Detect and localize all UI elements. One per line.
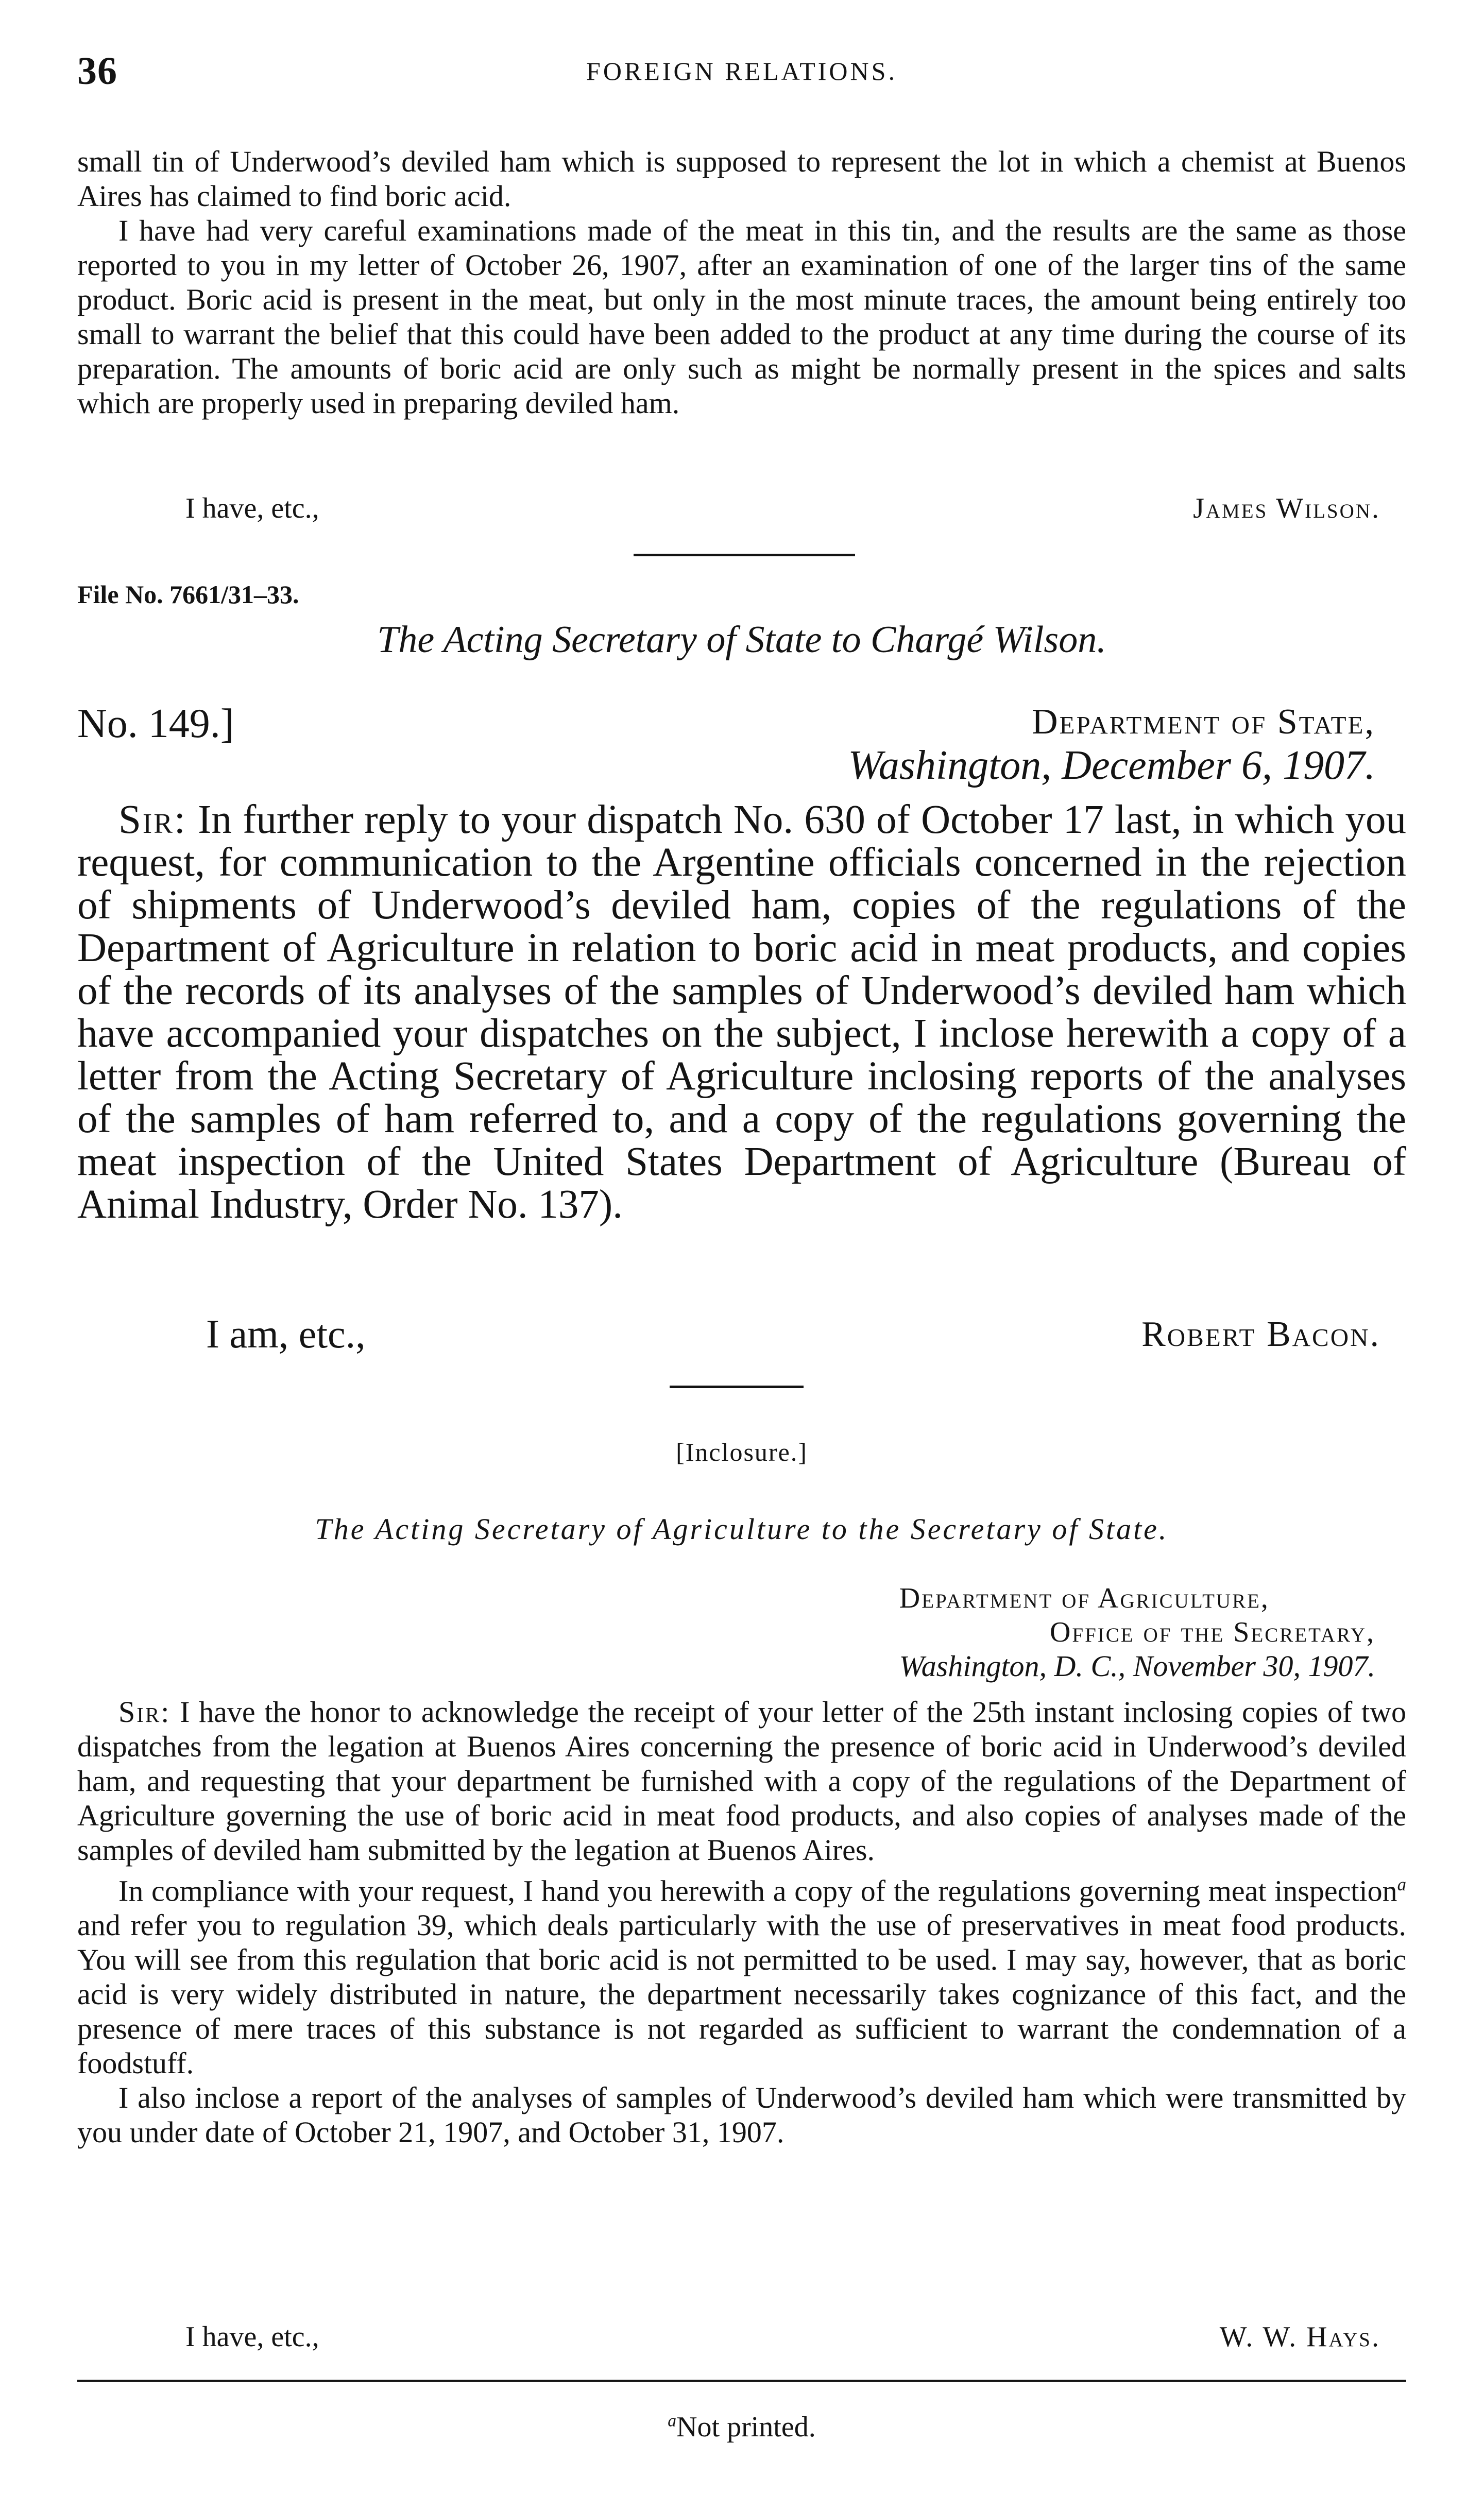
salutation: Sir: xyxy=(118,797,187,842)
letter2-dateline xyxy=(848,701,1375,787)
letter2-paragraph: In further reply to your dispatch No. 630 of October 17 last, in which you request, for communication to the Argentine officials concerned in the rejection of shipments of Underwood’s deviled ham, copies of the regulations of the Department of Agriculture in relation to boric acid in meat products, and copies of the records of its analyses of the samples of Underwood’s deviled ham which have accompanied your dispatches on the subject, I inclose herewith a copy of a letter from the Acting Secretary of Agriculture inclosing reports of the analyses of the samples of ham referred to, and a copy of the regulations governing the meat inspection of the United States Department of Agriculture (Bureau of Animal Industry, Order No. 137). xyxy=(77,797,1406,1227)
footnote xyxy=(77,2411,1406,2444)
letter2-signature: Robert Bacon. xyxy=(1141,1314,1380,1354)
letter1-body xyxy=(77,144,1406,420)
letter2-closing-row xyxy=(77,1311,1406,1357)
footnote-marker: a xyxy=(668,2411,677,2431)
file-number: File No. 7661/31–33. xyxy=(77,580,299,609)
inclosure-closing-row xyxy=(77,2320,1406,2367)
inclosure-paragraph: I have the honor to acknowledge the receipt of your letter of the 25th instant inclosing copies of two dispatches from the legation at Buenos Aires concerning the presence of boric acid in Underwood’s deviled ham, and requesting that your department be furnished with a copy of the regulations of the Department of Agriculture governing the use of boric acid in meat food products, and also copies of analyses made of the samples of deviled ham submitted by the legation at Buenos Aires. xyxy=(77,1695,1406,1867)
footnote-rule xyxy=(77,2380,1406,2382)
inclosure-title: The Acting Secretary of Agriculture to the Secretary of State. xyxy=(315,1512,1169,1546)
section-divider xyxy=(634,554,855,556)
department-name: Department of State, xyxy=(1031,702,1375,742)
letter1-paragraph: small tin of Underwood’s deviled ham which is supposed to represent the lot in which a chemist at Buenos Aires has claimed to find boric acid. xyxy=(77,145,1406,213)
department-name: Department of Agriculture, xyxy=(899,1582,1270,1614)
place-date: Washington, D. C., November 30, 1907. xyxy=(899,1649,1375,1683)
inclosure-label: [Inclosure.] xyxy=(676,1438,808,1466)
inclosure-dateline xyxy=(899,1581,1375,1683)
letter1-paragraph: I have had very careful examinations made of the meat in this tin, and the results are the same as those reported to you in my letter of October 26, 1907, after an examination of one of the larger tins of the same product. Boric acid is present in the meat, but only in the most minute traces, the amount being entirely too small to warrant the belief that this could have been added to the product at any time during the course of its preparation. The amounts of boric acid are only such as might be normally present in the spices and salts which are properly used in preparing deviled ham. xyxy=(77,214,1406,420)
inclosure-paragraph: I also inclose a report of the analyses of samples of Underwood’s deviled ham which were transmitted by you under date of October 21, 1907, and October 31, 1907. xyxy=(77,2081,1406,2149)
inclosure-signature: W. W. Hays. xyxy=(1219,2321,1380,2353)
footnote-marker: a xyxy=(1397,1874,1406,1894)
section-divider xyxy=(670,1386,804,1388)
salutation: Sir: xyxy=(118,1695,171,1729)
running-head: FOREIGN RELATIONS. xyxy=(586,57,897,86)
dispatch-number: No. 149.] xyxy=(77,701,234,746)
office-name: Office of the Secretary, xyxy=(1049,1616,1375,1648)
letter1-closing: I have, etc., xyxy=(185,492,319,524)
letter2-body xyxy=(77,798,1406,1226)
inclosure-closing: I have, etc., xyxy=(185,2321,319,2353)
inclosure-paragraph: and refer you to regulation 39, which deals particularly with the use of preservatives in meat food products. You will see from this regulation that boric acid is not permitted to be used. I may say, however, that as boric acid is very widely distributed in nature, the department necessarily takes cognizance of this fact, and the presence of mere traces of this substance is not regarded as sufficient to warrant the condemnation of a foodstuff. xyxy=(77,1908,1406,2080)
place-date: Washington, December 6, 1907. xyxy=(848,743,1375,788)
letter2-closing: I am, etc., xyxy=(206,1311,366,1356)
footnote-text: Not printed. xyxy=(676,2411,816,2443)
page-number: 36 xyxy=(77,49,117,93)
inclosure-paragraph: In compliance with your request, I hand you herewith a copy of the regulations governing meat inspection xyxy=(118,1874,1397,1908)
letter1-signature: James Wilson. xyxy=(1193,492,1380,524)
letter2-title: The Acting Secretary of State to Chargé Wilson. xyxy=(377,619,1106,661)
document-page xyxy=(77,0,1406,2493)
page-header xyxy=(77,49,1406,106)
letter1-closing-row xyxy=(77,492,1406,538)
inclosure-body xyxy=(77,1695,1406,2149)
